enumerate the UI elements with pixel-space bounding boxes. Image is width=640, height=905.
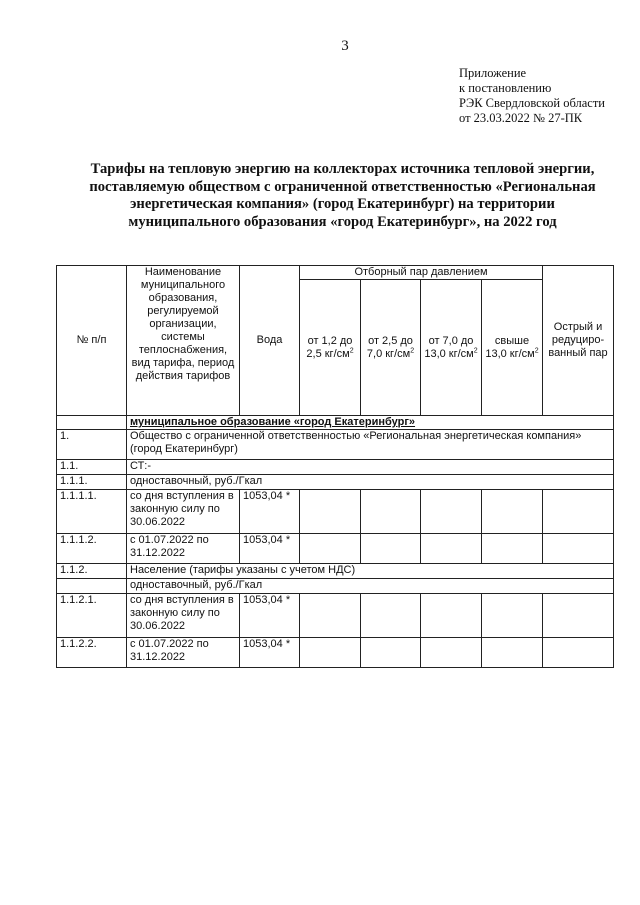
appendix-line: к постановлению [459,81,552,95]
row-num: 1.1.1.1. [57,490,127,534]
table-cell [421,594,482,638]
water-tariff: 1053,04 * [240,490,300,534]
table-cell [300,534,361,564]
appendix-line: от 23.03.2022 № 27-ПК [459,111,583,125]
appendix-note [459,66,605,126]
table-cell [421,638,482,668]
appendix-line: Приложение [459,66,527,80]
row-text: с 01.07.2022 по 31.12.2022 [127,534,240,564]
page-number: 3 [341,38,349,54]
row-text: СТ:- [127,460,614,475]
water-tariff: 1053,04 * [240,534,300,564]
header-num: № п/п [57,266,127,416]
header-steam-group: Отборный пар давлением [300,266,543,280]
header-name: Наименование муниципального образования, регулируемой организации, системы теплоснабжения, вид тарифа, период действия тарифов [127,266,240,416]
steam-col-text: от 1,2 до 2,5 кг/см [306,334,353,360]
table-cell [482,638,543,668]
row-num: 1.1. [57,460,127,475]
row-num: 1.1.2. [57,564,127,579]
steam-col-sup: 2 [534,346,539,354]
title-line: энергетическая компания» (город Екатеринбург) на территории [130,196,555,212]
row-num [57,579,127,594]
tariff-table [56,265,614,668]
row-text: Общество с ограниченной ответственностью «Региональная энергетическая компания» (город Екатеринбург) [127,430,614,460]
row-text: одноставочный, руб./Гкал [127,579,614,594]
row-num: 1.1.1.2. [57,534,127,564]
table-cell [361,534,421,564]
title-line: поставляемую обществом с ограниченной ответственностью «Региональная [89,178,596,195]
row-num: 1.1.2.2. [57,638,127,668]
appendix-line: РЭК Свердловской области [459,96,605,110]
table-cell [300,594,361,638]
table-cell [543,638,614,668]
table-cell [482,594,543,638]
steam-col-text: свыше 13,0 кг/см [485,334,535,360]
table-cell [361,594,421,638]
document-title [55,161,630,231]
row-num: 1.1.2.1. [57,594,127,638]
table-cell [543,534,614,564]
title-line: Тарифы на тепловую энергию на коллекторах источника тепловой энергии, [90,161,595,177]
table-cell [300,490,361,534]
steam-col-sup: 2 [410,346,415,354]
header-sharp-steam: Острый и редуциро-ванный пар [543,266,614,416]
row-text: со дня вступления в законную силу по 30.06.2022 [127,490,240,534]
row-num: 1.1.1. [57,475,127,490]
table-cell [300,638,361,668]
water-tariff: 1053,04 * [240,594,300,638]
header-steam-col [300,280,361,416]
water-tariff: 1053,04 * [240,638,300,668]
row-text: Население (тарифы указаны с учетом НДС) [127,564,614,579]
table-cell [482,534,543,564]
header-water: Вода [240,266,300,416]
header-steam-col [361,280,421,416]
table-cell [482,490,543,534]
steam-col-sup: 2 [473,346,478,354]
header-steam-col [421,280,482,416]
steam-col-sup: 2 [349,346,354,354]
row-num: 1. [57,430,127,460]
table-cell [543,490,614,534]
table-cell [421,490,482,534]
steam-col-text: от 2,5 до 7,0 кг/см [366,334,413,360]
table-cell [421,534,482,564]
row-text: со дня вступления в законную силу по 30.06.2022 [127,594,240,638]
row-text: с 01.07.2022 по 31.12.2022 [127,638,240,668]
title-line: муниципального образования «город Екатеринбург», на 2022 год [128,213,557,230]
table-cell [361,490,421,534]
table-cell [361,638,421,668]
table-cell [57,416,127,430]
header-steam-col [482,280,543,416]
table-cell [543,594,614,638]
row-text: одноставочный, руб./Гкал [127,475,614,490]
municipal-row: муниципальное образование «город Екатеринбург» [127,416,614,430]
steam-col-text: от 7,0 до 13,0 кг/см [424,334,474,360]
